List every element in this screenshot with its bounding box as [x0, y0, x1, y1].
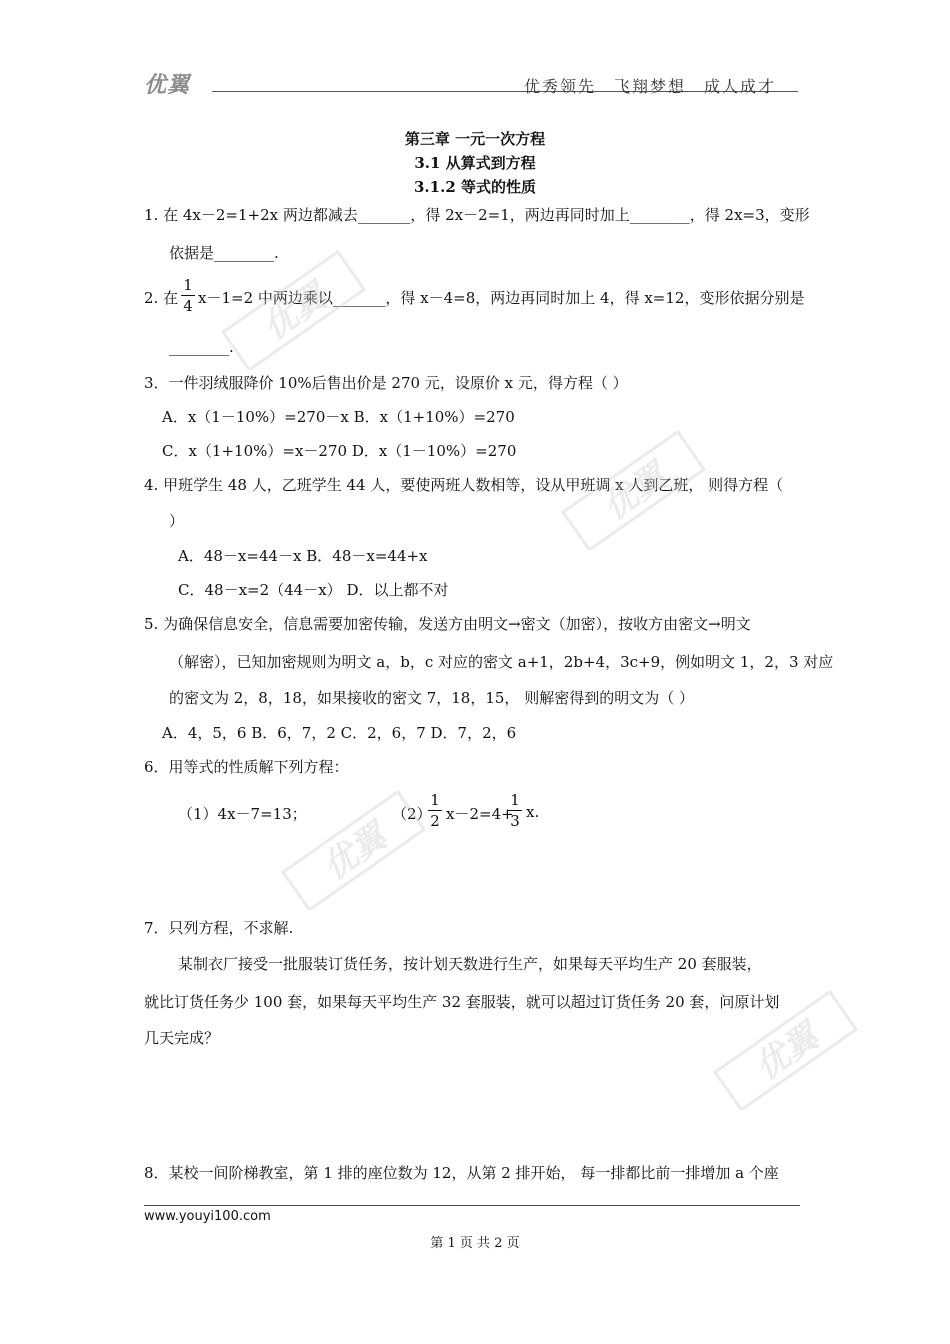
watermark-logo [208, 250, 378, 370]
chapter-title: 第三章 一元一次方程 [404, 130, 546, 148]
q2-frac-den: 4 [183, 297, 193, 315]
q3-options-row1: A．x（1－10%）=270－x B．x（1+10%）=270 [162, 408, 515, 426]
q1-line2: 依据是________. [169, 244, 279, 262]
q7-line3: 几天完成？ [144, 1029, 220, 1047]
watermark-logo [268, 790, 438, 910]
q7-line2: 就比订货任务少 100 套，如果每天平均生产 32 套服装，就可以超过订货任务 20 套，问原计划 [144, 993, 780, 1011]
q6-part1: （1）4x－7=13； [178, 805, 307, 823]
q2-fraction [181, 276, 195, 315]
q6-frac1-den: 2 [430, 812, 440, 830]
q6-part2-end: x. [526, 803, 540, 821]
q6-frac2-num: 1 [510, 791, 520, 809]
q2-line2: ________. [169, 338, 234, 356]
q5-line3: 的密文为 2，8，18，如果接收的密文 7，18，15， 则解密得到的明文为（ ） [169, 689, 694, 707]
q4-line2: ） [169, 512, 185, 530]
footer-url: www.youyi100.com [144, 1209, 271, 1224]
svg-text:优翼: 优翼 [315, 816, 395, 889]
fraction-bar [181, 295, 195, 296]
q4-options-row2: C．48－x=2（44－x） D．以上都不对 [178, 581, 449, 599]
q8-line1: 8．某校一间阶梯教室，第 1 排的座位数为 12，从第 2 排开始， 每一排都比前一排增加 a 个座 [144, 1164, 779, 1182]
q5-line2: （解密），已知加密规则为明文 a，b，c 对应的密文 a+1，2b+4，3c+9，例如明文 1，2，3 对应 [169, 653, 834, 671]
q7-stem: 7．只列方程，不求解. [144, 919, 294, 937]
logo: 优翼 [144, 73, 191, 98]
q6-part2-prefix: （2） [392, 805, 432, 823]
q5-options: A．4，5，6 B．6，7，2 C．2，6，7 D．7，2，6 [162, 724, 517, 742]
section-title: 3.1 从算式到方程 [414, 154, 536, 172]
q6-part2-mid: x－2=4+ [446, 805, 514, 823]
subsection-title: 3.1.2 等式的性质 [414, 178, 536, 196]
q6-fraction-2 [508, 791, 522, 830]
q2-line1-rest: x－1=2 中两边乘以_______，得 x－4=8，两边再同时加上 4，得 x=12，变形依据分别是 [198, 289, 805, 307]
fraction-bar [508, 810, 522, 811]
q2-frac-num: 1 [183, 276, 193, 294]
q5-line1: 5. 为确保信息安全，信息需要加密传输，发送方由明文→密文（加密），按收方由密文→明文 [144, 615, 751, 633]
footer-divider [144, 1205, 800, 1206]
q2-prefix: 2. 在 [144, 289, 179, 307]
watermark-logo [700, 990, 870, 1110]
q4-options-row1: A．48－x=44－x B．48－x=44+x [178, 547, 428, 565]
q3-options-row2: C．x（1+10%）=x－270 D．x（1－10%）=270 [162, 442, 517, 460]
q1-line1: 1. 在 4x－2=1+2x 两边都减去_______，得 2x－2=1，两边再同时加上________，得 2x=3，变形 [144, 206, 810, 224]
watermark-logo [548, 430, 718, 550]
svg-text:优翼: 优翼 [747, 1016, 827, 1089]
q6-stem: 6．用等式的性质解下列方程： [144, 758, 349, 776]
svg-text:优翼: 优翼 [595, 456, 675, 529]
header-slogan: 优秀领先 飞翔梦想 成人成才 [523, 77, 776, 96]
q7-line1: 某制衣厂接受一批服装订货任务，按计划天数进行生产，如果每天平均生产 20 套服装， [178, 955, 762, 973]
svg-text:优翼: 优翼 [255, 276, 335, 349]
q6-frac1-num: 1 [430, 791, 440, 809]
page-number: 第 1 页 共 2 页 [430, 1236, 520, 1251]
q4-line1: 4. 甲班学生 48 人，乙班学生 44 人，要使两班人数相等，设从甲班调 x 人到乙班， 则得方程（ [144, 476, 784, 494]
q3-stem: 3．一件羽绒服降价 10%后售出价是 270 元，设原价 x 元，得方程（ ） [144, 374, 628, 392]
q6-frac2-den: 3 [510, 812, 520, 830]
